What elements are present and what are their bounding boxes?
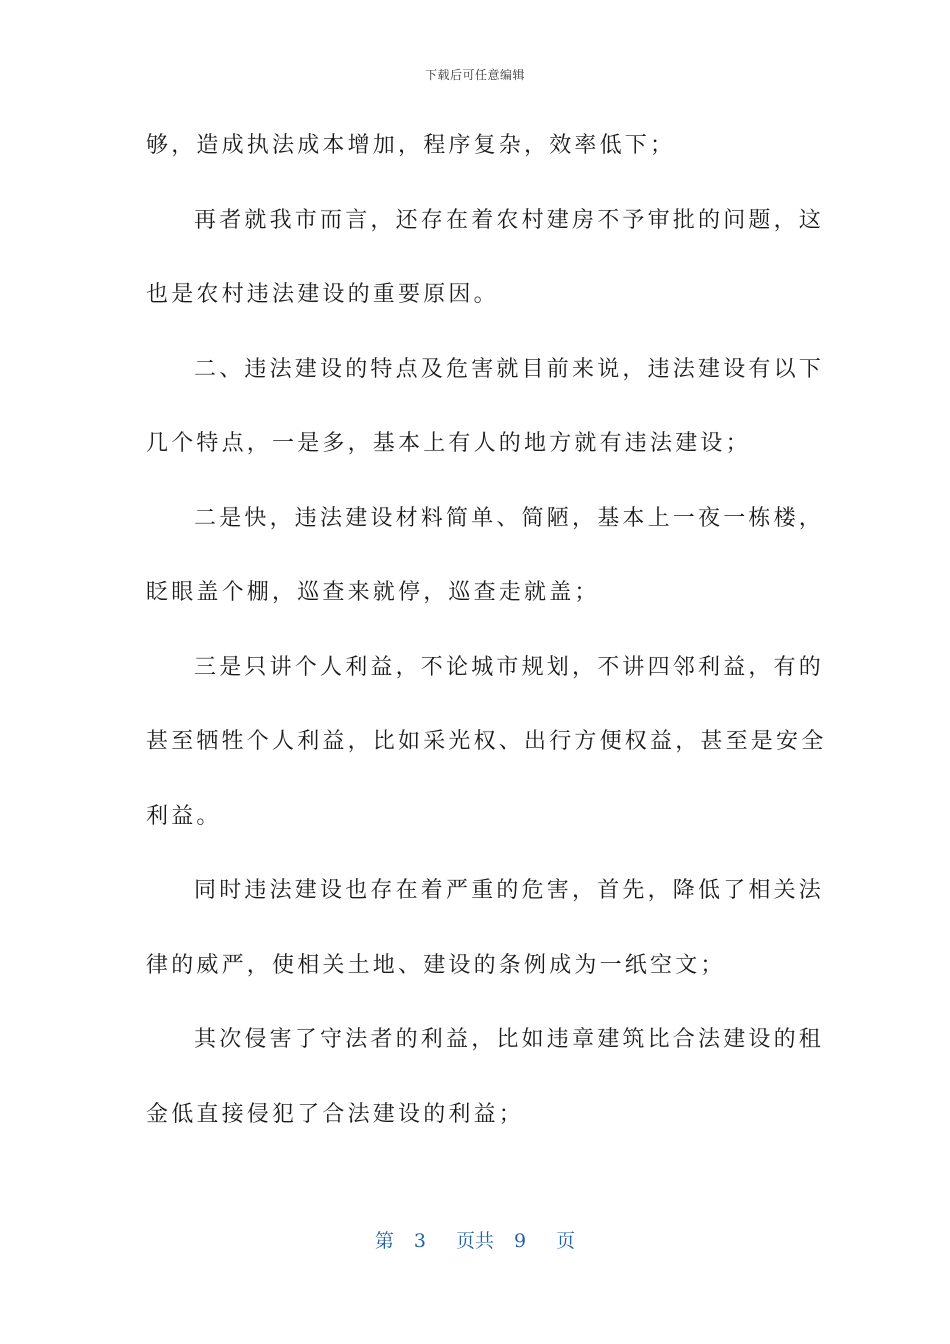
- paragraph-line: 其次侵害了守法者的利益，比如违章建筑比合法建设的租: [194, 1027, 825, 1052]
- paragraph-line: 也是农村违法建设的重要原因。: [146, 282, 499, 307]
- paragraph-line: 同时违法建设也存在着严重的危害，首先，降低了相关法: [194, 878, 825, 903]
- paragraph-line: 甚至牺牲个人利益，比如采光权、出行方便权益，甚至是安全: [146, 729, 827, 754]
- body-text: [146, 118, 827, 1161]
- paragraph-line: 三是只讲个人利益，不论城市规划，不讲四邻利益，有的: [194, 654, 825, 680]
- footer-prefix: 第: [374, 1230, 394, 1252]
- paragraph-line: 律的威严，使相关土地、建设的条例成为一纸空文；: [146, 952, 726, 978]
- paragraph-line: 二、违法建设的特点及危害就目前来说，违法建设有以下: [194, 356, 825, 382]
- paragraph-line: 二是快，违法建设材料简单、简陋，基本上一夜一栋楼，: [194, 505, 825, 531]
- paragraph-line: 利益。: [146, 803, 222, 829]
- current-page-number: 3: [413, 1230, 426, 1252]
- paragraph-line: 够，造成执法成本增加，程序复杂，效率低下；: [146, 133, 676, 158]
- paragraph-line: 几个特点，一是多，基本上有人的地方就有违法建设；: [146, 431, 751, 456]
- footer-middle: 页共: [455, 1230, 494, 1252]
- paragraph-line: 再者就我市而言，还存在着农村建房不予审批的问题，这: [194, 207, 825, 233]
- paragraph-line: 眨眼盖个棚，巡查来就停，巡查走就盖；: [146, 580, 600, 605]
- footer-suffix: 页: [556, 1230, 576, 1252]
- paragraph-line: 金低直接侵犯了合法建设的利益；: [146, 1101, 525, 1127]
- page-header: 下载后可任意编辑: [424, 68, 525, 82]
- total-pages-number: 9: [514, 1230, 527, 1252]
- page-footer: [0, 1226, 950, 1253]
